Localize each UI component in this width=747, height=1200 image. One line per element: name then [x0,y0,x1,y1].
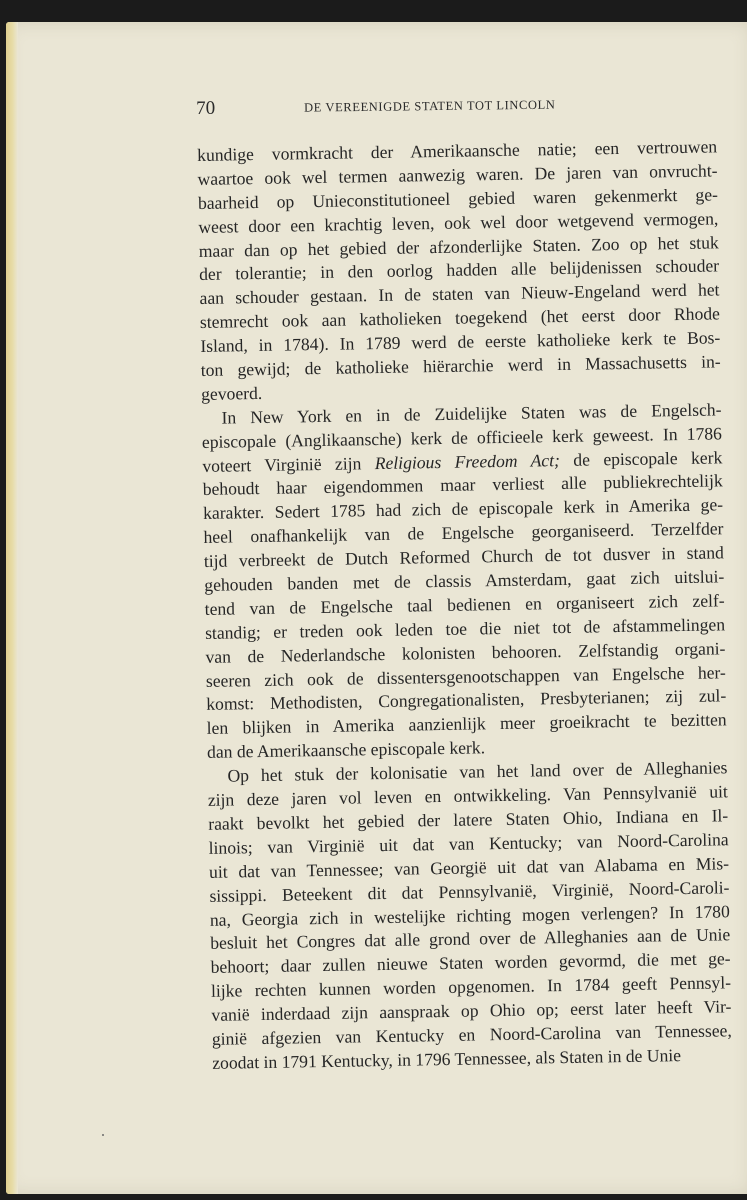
paper-speck [102,1134,104,1136]
text-line: episcopale (Anglikaansche) kerk de officieele kerk geweest. In 1786 [201,423,723,452]
paragraph [197,135,721,406]
text-line: karakter. Sedert 1785 had zich de episcopale kerk in Amerika ge- [202,494,724,524]
text-line: gehouden banden met de classis Amsterdam, gaat zich uitslui- [204,566,725,595]
text-line: heel onafhankelijk van de Engelsche georganiseerd. Terzelfder [203,518,724,548]
text-line: aan schouder gestaan. In de staten van Nieuw-Engeland werd het [199,279,720,309]
text-line: zoodat in 1791 Kentucky, in 1796 Tennessee, als Staten in de Unie [212,1044,682,1073]
text-line: baarheid op Unieconstitutioneel gebied waren gekenmerkt ge- [197,184,719,213]
text-line: ton gewijd; de katholieke hiërarchie werd in Massachusetts in- [200,351,721,380]
text-line: lijke rechten kunnen worden opgenomen. In 1784 geeft Pennsyl- [210,972,732,1002]
page-binding-edge [6,22,18,1194]
text-line: uit dat van Tennessee; van Georgië uit dat van Alabama en Mis- [208,852,730,882]
text-line: tend van de Engelsche taal bedienen en organiseert zich zelf- [204,590,725,619]
text-line: behoort; daar zullen nieuwe Staten worden gevormd, die met ge- [210,948,731,978]
text-line: gevoerd. [200,382,263,404]
paragraph [201,398,727,765]
page-number: 70 [196,97,216,119]
text-line: na, Georgia zich in westelijke richting mogen verlengen? In 1780 [209,900,730,930]
text-line: linois; van Virginië uit dat van Kentucky; van Noord-Carolina [208,829,729,858]
running-head: DE VEREENIGDE STATEN TOT LINCOLN [304,97,556,115]
text-line: seeren zich ook de dissentersgenootschappen van Engelsche her- [205,661,726,691]
text-line: raakt bevolkt het gebied der latere Staten Ohio, Indiana en Il- [208,805,729,834]
text-line: len blijken in Amerika aanzienlijk meer groeikracht te bezitten [206,709,727,739]
text-line: behoudt haar eigendommen maar verliest alle publiekrechtelijk [202,470,723,500]
text-segment: voteert Virginië zijn [202,452,375,476]
text-line: komst: Methodisten, Congregationalisten, Presbyterianen; zij zul- [206,685,727,715]
paragraph [207,756,732,1075]
text-line: zijn deze jaren vol leven en ontwikkeling. Van Pennsylvanië uit [207,781,728,810]
text-line: standig; er treden ook leden toe die niet tot de afstammelingen [204,614,726,643]
text-line: vanië inderdaad zijn aanspraak op Ohio op; eerst later heeft Vir- [211,996,732,1025]
body-text [197,135,732,1075]
text-line: weest door een krachtig leven, ook wel door wetgevend vermogen, [198,208,719,237]
text-line: sissippi. Beteekent dit dat Pennsylvanië, Virginië, Noord-Caroli- [209,876,730,906]
text-line: waartoe ook wel termen aanwezig waren. De jaren van onvrucht- [197,160,718,189]
text-line: maar dan op het gebied der afzonderlijke Staten. Zoo op het stuk [198,231,719,261]
italic-title: Religious Freedom Act; [374,449,561,473]
text-line: stemrecht ook aan katholieken toegekend (het eerst door Rhode [199,303,721,333]
text-segment: de episcopale kerk [559,446,723,470]
text-line: besluit het Congres dat alle grond over de Alleghanies aan de Unie [210,924,731,954]
text-line: Op het stuk der kolonisatie van het land over de Alleghanies [227,757,728,786]
text-line: kundige vormkracht der Amerikaansche natie; een vertrouwen [197,136,718,165]
text-line: ginië afgezien van Kentucky en Noord-Carolina van Tennessee, [211,1020,732,1049]
text-line: dan de Amerikaansche episcopale kerk. [206,737,486,763]
book-page [6,22,747,1194]
page-header [196,92,716,128]
text-line: der tolerantie; in den oorlog hadden alle belijdenissen schouder [198,255,720,285]
text-line: van de Nederlandsche kolonisten behooren. Zelfstandig organi- [205,638,726,667]
text-line: In New York en in de Zuidelijke Staten was de Engelsch- [221,399,722,428]
text-line: Island, in 1784). In 1789 werd de eerste katholieke kerk te Bos- [200,327,721,357]
text-line: tijd verbreekt de Dutch Reformed Church de tot dusver in stand [203,542,725,572]
